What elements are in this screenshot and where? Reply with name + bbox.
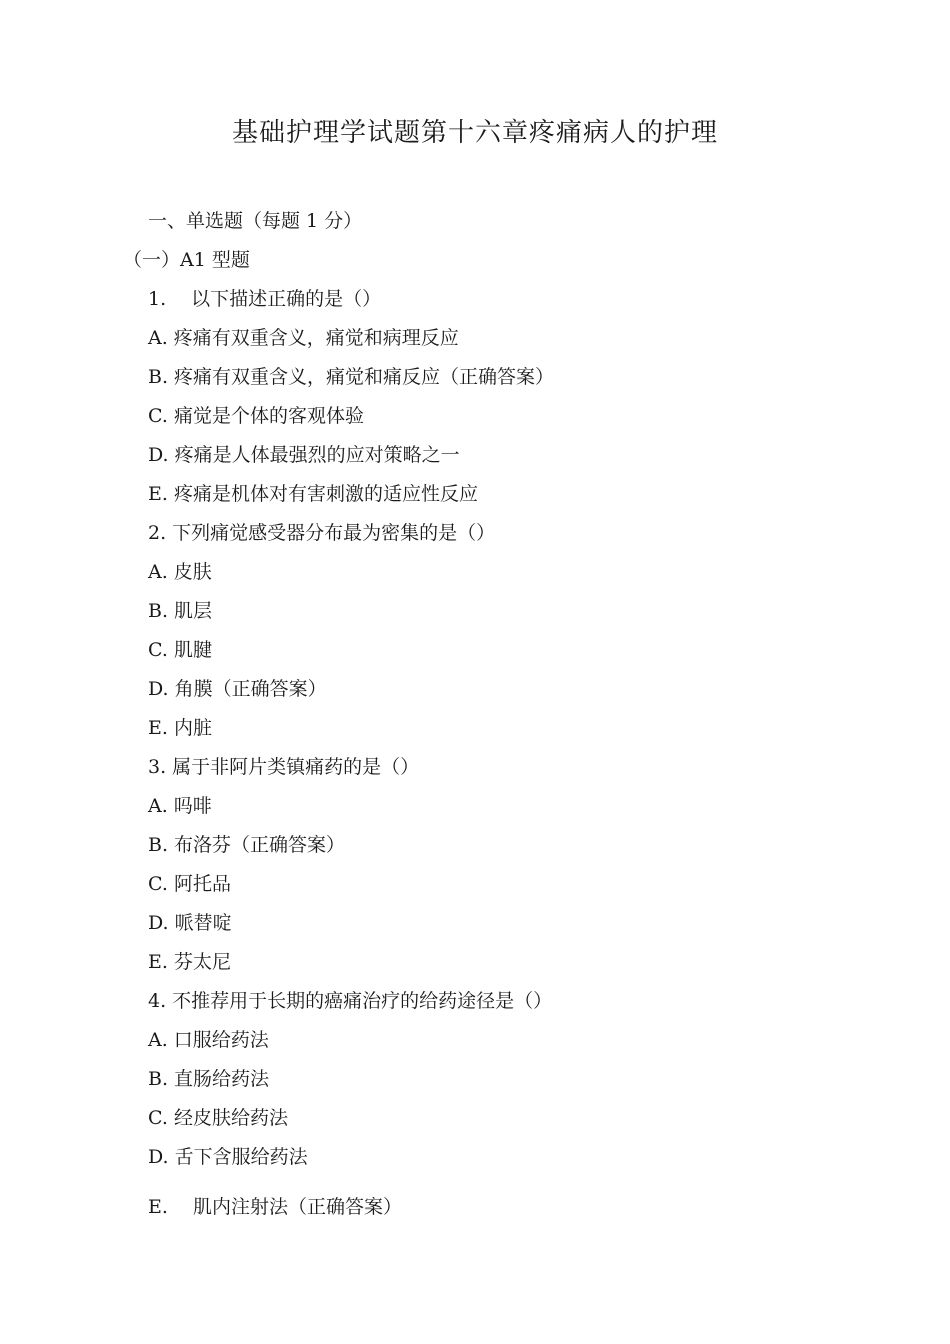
answer-option: B. 布洛芬（正确答案） <box>148 834 346 856</box>
answer-option: C. 经皮肤给药法 <box>148 1107 288 1129</box>
document-title: 基础护理学试题第十六章疼痛病人的护理 <box>231 118 718 148</box>
answer-option: B. 肌层 <box>148 600 213 622</box>
answer-option: B. 直肠给药法 <box>148 1068 270 1090</box>
answer-option: E. 疼痛是机体对有害刺激的适应性反应 <box>148 483 478 505</box>
answer-option: C. 肌腱 <box>148 639 212 661</box>
question-stem: 1. 以下描述正确的是（） <box>148 288 382 310</box>
answer-option: B. 疼痛有双重含义，痛觉和痛反应（正确答案） <box>148 366 555 388</box>
answer-option: A. 吗啡 <box>148 795 212 817</box>
answer-option: D. 哌替啶 <box>148 912 232 934</box>
answer-option: A. 口服给药法 <box>148 1029 269 1051</box>
answer-option: C. 痛觉是个体的客观体验 <box>148 405 364 427</box>
answer-option: E. 内脏 <box>148 717 212 739</box>
question-stem: 2. 下列痛觉感受器分布最为密集的是（） <box>148 522 496 544</box>
answer-option: D. 疼痛是人体最强烈的应对策略之一 <box>148 444 460 466</box>
section-heading: 一、单选题（每题 1 分） <box>148 210 363 232</box>
answer-option: D. 舌下含服给药法 <box>148 1146 308 1168</box>
answer-option: D. 角膜（正确答案） <box>148 678 327 700</box>
question-stem: 3. 属于非阿片类镇痛药的是（） <box>148 756 420 778</box>
answer-option: E. 芬太尼 <box>148 951 231 973</box>
answer-option: A. 皮肤 <box>148 561 212 583</box>
answer-option: E. 肌内注射法（正确答案） <box>148 1196 402 1218</box>
answer-option: C. 阿托品 <box>148 873 231 895</box>
question-stem: 4. 不推荐用于长期的癌痛治疗的给药途径是（） <box>148 990 553 1012</box>
subsection-heading: （一）A1 型题 <box>123 249 250 271</box>
answer-option: A. 疼痛有双重含义，痛觉和病理反应 <box>148 327 459 349</box>
